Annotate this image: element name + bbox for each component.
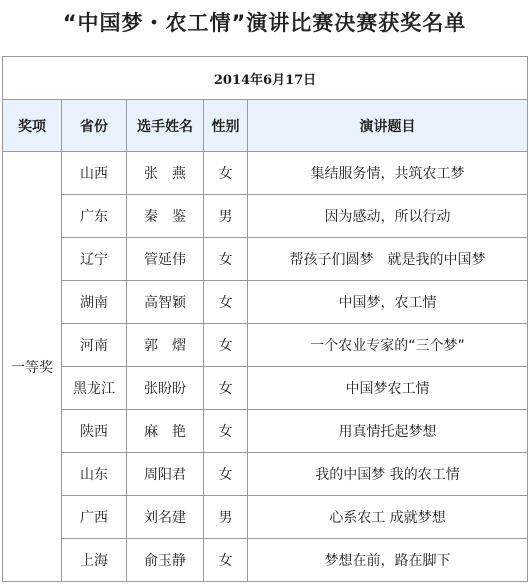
topic-cell: 梦想在前，路在脚下 [248,539,528,582]
date-row [3,57,528,100]
header-award: 奖项 [3,100,62,152]
gender-cell: 男 [204,496,248,539]
gender-cell: 男 [204,195,248,238]
table-row [3,324,528,367]
header-row [3,100,528,152]
table-row [3,195,528,238]
table-row [3,453,528,496]
province-cell: 广东 [62,195,127,238]
contestant-name-cell: 周阳君 [127,453,204,496]
topic-cell: 集结服务情，共筑农工梦 [248,152,528,195]
page-title: “中国梦・农工情”演讲比赛决赛获奖名单 [62,11,467,35]
gender-cell: 女 [204,367,248,410]
contestant-name-cell: 俞玉静 [127,539,204,582]
province-cell: 辽宁 [62,238,127,281]
table-row [3,367,528,410]
award-list-table [2,56,528,582]
contestant-name-cell: 管延伟 [127,238,204,281]
province-cell: 陕西 [62,410,127,453]
topic-cell: 我的中国梦 我的农工情 [248,453,528,496]
table-row [3,410,528,453]
table-row [3,539,528,582]
table-row [3,281,528,324]
gender-cell: 女 [204,539,248,582]
header-gender: 性别 [204,100,248,152]
topic-cell: 心系农工 成就梦想 [248,496,528,539]
topic-cell: 中国梦农工情 [248,367,528,410]
gender-cell: 女 [204,152,248,195]
contestant-name-cell: 秦 鉴 [127,195,204,238]
topic-cell: 中国梦，农工情 [248,281,528,324]
gender-cell: 女 [204,281,248,324]
contestant-name-cell: 张 燕 [127,152,204,195]
table-row [3,238,528,281]
province-cell: 河南 [62,324,127,367]
competition-date: 2014年6月17日 [3,57,528,100]
province-cell: 黑龙江 [62,367,127,410]
table-row [3,496,528,539]
header-name: 选手姓名 [127,100,204,152]
contestant-name-cell: 麻 艳 [127,410,204,453]
gender-cell: 女 [204,453,248,496]
topic-cell: 一个农业专家的“三个梦” [248,324,528,367]
topic-cell: 因为感动，所以行动 [248,195,528,238]
province-cell: 山西 [62,152,127,195]
contestant-name-cell: 张盼盼 [127,367,204,410]
province-cell: 广西 [62,496,127,539]
gender-cell: 女 [204,410,248,453]
gender-cell: 女 [204,238,248,281]
contestant-name-cell: 刘名建 [127,496,204,539]
topic-cell: 用真情托起梦想 [248,410,528,453]
topic-cell: 帮孩子们圆梦 就是我的中国梦 [248,238,528,281]
province-cell: 上海 [62,539,127,582]
province-cell: 湖南 [62,281,127,324]
table-body [3,57,528,582]
province-cell: 山东 [62,453,127,496]
contestant-name-cell: 高智颖 [127,281,204,324]
header-topic: 演讲题目 [248,100,528,152]
contestant-name-cell: 郭 熠 [127,324,204,367]
gender-cell: 女 [204,324,248,367]
table-row [3,152,528,195]
header-province: 省份 [62,100,127,152]
award-level-cell: 一等奖 [3,152,62,582]
